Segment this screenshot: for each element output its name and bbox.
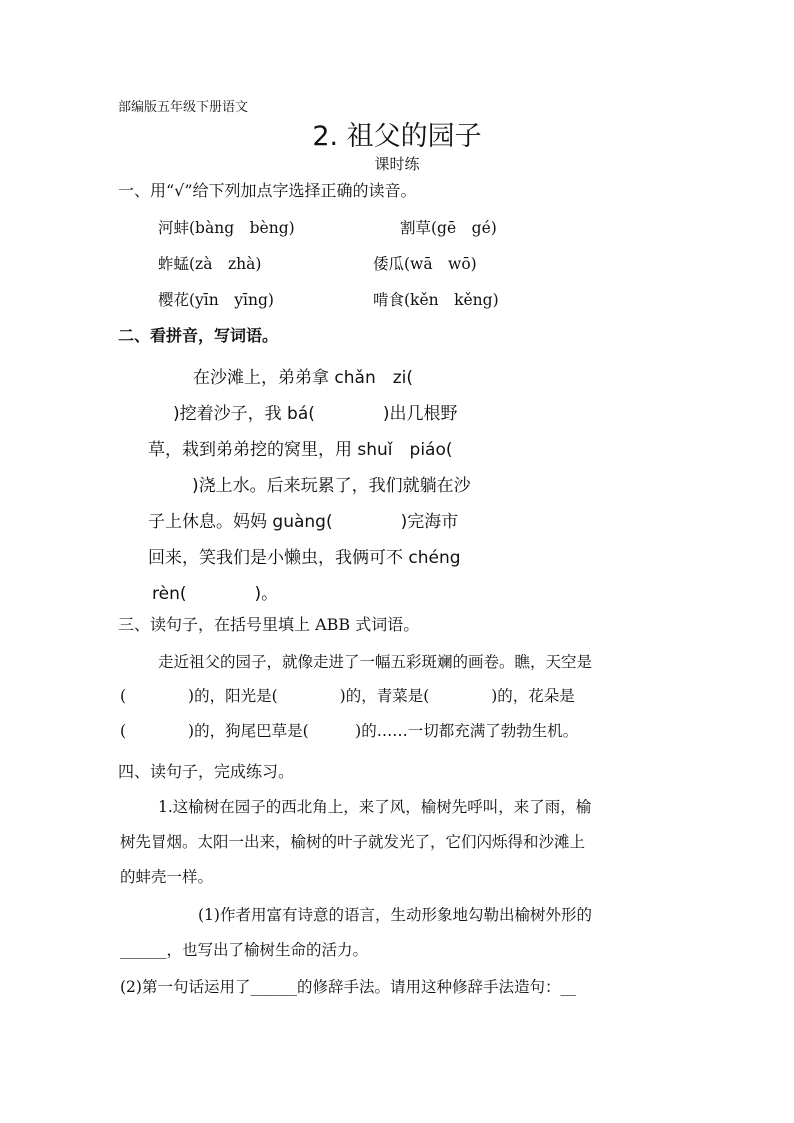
page-title: 2. 祖父的园子: [312, 121, 482, 152]
pinyin-choice-item: 蚱蜢(zà zhà): [158, 255, 262, 273]
section3-line: ( )的，阳光是( )的，青菜是( )的，花朵是: [120, 687, 575, 705]
section4-heading: 四、读句子，完成练习。: [118, 762, 295, 781]
section2-line: 子上休息。妈妈 guàng( )完海市: [148, 512, 459, 532]
section2-line: 在沙滩上，弟弟拿 chǎn zi(: [193, 368, 413, 388]
section2-line: rèn( )。: [152, 584, 279, 604]
pinyin-choice-item: 河蚌(bàng bèng): [158, 219, 295, 237]
section2-line: )挖着沙子，我 bá( )出几根野: [173, 404, 458, 424]
pinyin-choice-item: 倭瓜(wā wō): [373, 255, 477, 273]
section2-line: 草，栽到弟弟挖的窝里，用 shuǐ piáo(: [148, 440, 453, 460]
passage-line: 的蚌壳一样。: [120, 868, 214, 886]
page-subtitle: 课时练: [374, 155, 420, 173]
section3-line: 走近祖父的园子，就像走进了一幅五彩斑斓的画卷。瞧，天空是: [158, 653, 593, 671]
section2-heading: 二、看拼音，写词语。: [118, 326, 279, 345]
pinyin-choice-item: 樱花(yīn yīng): [158, 291, 274, 309]
section2-line: 回来，笑我们是小懒虫，我俩可不 chéng: [148, 548, 461, 568]
section3-line: ( )的，狗尾巴草是( )的……一切都充满了勃勃生机。: [120, 722, 579, 740]
section2-line: )浇上水。后来玩累了，我们就躺在沙: [192, 476, 471, 496]
section3-heading: 三、读句子，在括号里填上 ABB 式词语。: [118, 615, 420, 634]
pinyin-choice-item: 割草(gē gé): [400, 219, 497, 237]
grade-label: 部编版五年级下册语文: [118, 100, 249, 115]
question-2-line: (2)第一句话运用了______的修辞手法。请用这种修辞手法造句：__: [120, 978, 576, 996]
passage-line: 1.这榆树在园子的西北角上，来了风，榆树先呼叫，来了雨，榆: [158, 798, 592, 816]
question-1-line: (1)作者用富有诗意的语言，生动形象地勾勒出榆树外形的: [198, 906, 592, 924]
pinyin-choice-item: 啃食(kěn kěng): [373, 291, 499, 309]
question-1-line: ______，也写出了榆树生命的活力。: [120, 941, 369, 959]
passage-line: 树先冒烟。太阳一出来，榆树的叶子就发光了，它们闪烁得和沙滩上: [120, 833, 586, 851]
section1-heading: 一、用“√”给下列加点字选择正确的读音。: [118, 181, 417, 200]
